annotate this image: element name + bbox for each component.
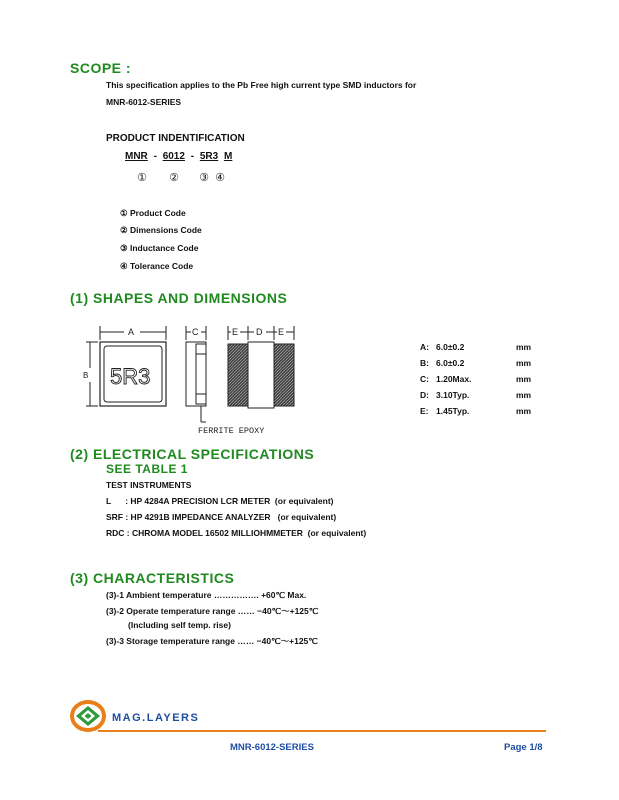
marker-1: ① — [137, 172, 147, 184]
legend-item-1 — [120, 208, 186, 219]
part-markers — [130, 168, 228, 186]
footer-divider — [98, 730, 546, 732]
legend-marker-3: ③ — [120, 243, 128, 253]
scope-heading: SCOPE : — [70, 60, 132, 76]
part-seg-inductance: 5R3 — [199, 151, 219, 162]
electrical-heading: (2) ELECTRICAL SPECIFICATIONS — [70, 446, 315, 462]
char-self-temp-note: (Including self temp. rise) — [128, 620, 231, 630]
dim-label-e-right: E — [278, 327, 285, 337]
marker-4: ④ — [215, 172, 225, 184]
characteristics-heading: (3) CHARACTERISTICS — [70, 570, 235, 586]
product-id-title: PRODUCT INDENTIFICATION — [106, 133, 245, 144]
inductor-marking: 5R3 — [110, 364, 151, 389]
footer-series: MNR-6012-SERIES — [230, 742, 314, 753]
scope-line-1: This specification applies to the Pb Free high current type SMD inductors for — [106, 80, 417, 90]
brand-name: MAG.LAYERS — [112, 712, 200, 724]
legend-marker-4: ④ — [120, 261, 128, 271]
dim-row-b: B: 6.0±0.2 mm — [420, 358, 532, 368]
scope-line-2: MNR-6012-SERIES — [106, 97, 182, 107]
dim-row-c: C: 1.20Max. mm — [420, 374, 532, 384]
instrument-rdc: RDC : CHROMA MODEL 16502 MILLIOHMMETER (or equivalent) — [106, 528, 367, 538]
marker-2: ② — [169, 172, 179, 184]
part-seg-dimensions: 6012 — [162, 151, 185, 162]
dim-label-e-left: E — [232, 327, 239, 337]
char-ambient-temp: (3)-1 Ambient temperature ……………. +60℃ Max. — [106, 590, 307, 600]
dim-label-b: B — [83, 371, 89, 380]
see-table-subheading: SEE TABLE 1 — [106, 462, 188, 476]
part-dash-2: - — [190, 151, 195, 162]
part-number — [125, 151, 235, 162]
dim-label-c: C — [192, 327, 199, 337]
legend-item-4 — [120, 261, 193, 272]
char-operate-temp: (3)-2 Operate temperature range …… −40℃～+125℃ — [106, 606, 319, 616]
legend-item-2 — [120, 225, 202, 236]
dimensions-table — [420, 342, 531, 422]
char-storage-temp: (3)-3 Storage temperature range …… −40℃～+125℃ — [106, 636, 318, 646]
dim-row-e: E: 1.45Typ. mm — [420, 406, 532, 416]
legend-label-1: Product Code — [130, 208, 186, 218]
ferrite-epoxy-callout: FERRITE EPOXY — [198, 426, 265, 436]
footer-page-number: Page 1/8 — [504, 742, 543, 753]
legend-item-3 — [120, 243, 198, 254]
legend-marker-2: ② — [120, 225, 128, 235]
maglayers-logo-icon — [68, 698, 108, 734]
test-instruments-title: TEST INSTRUMENTS — [106, 480, 192, 490]
legend-label-4: Tolerance Code — [130, 261, 194, 271]
part-seg-product: MNR — [125, 151, 148, 162]
dim-label-a: A — [128, 327, 135, 337]
part-dash-1: - — [153, 151, 157, 162]
dim-row-a: A: 6.0±0.2 mm — [420, 342, 532, 352]
instrument-l: L : HP 4284A PRECISION LCR METER (or equivalent) — [106, 496, 334, 506]
legend-label-3: Inductance Code — [130, 243, 199, 253]
legend-label-2: Dimensions Code — [130, 225, 202, 235]
instrument-srf: SRF : HP 4291B IMPEDANCE ANALYZER (or equivalent) — [106, 512, 337, 522]
inductor-drawing — [78, 322, 308, 440]
dim-row-d: D: 3.10Typ. mm — [420, 390, 532, 400]
legend-marker-1: ① — [120, 208, 128, 218]
marker-3: ③ — [199, 172, 209, 184]
shapes-heading: (1) SHAPES AND DIMENSIONS — [70, 290, 288, 306]
dim-label-d: D — [256, 327, 263, 337]
part-seg-tolerance: M — [223, 151, 233, 162]
